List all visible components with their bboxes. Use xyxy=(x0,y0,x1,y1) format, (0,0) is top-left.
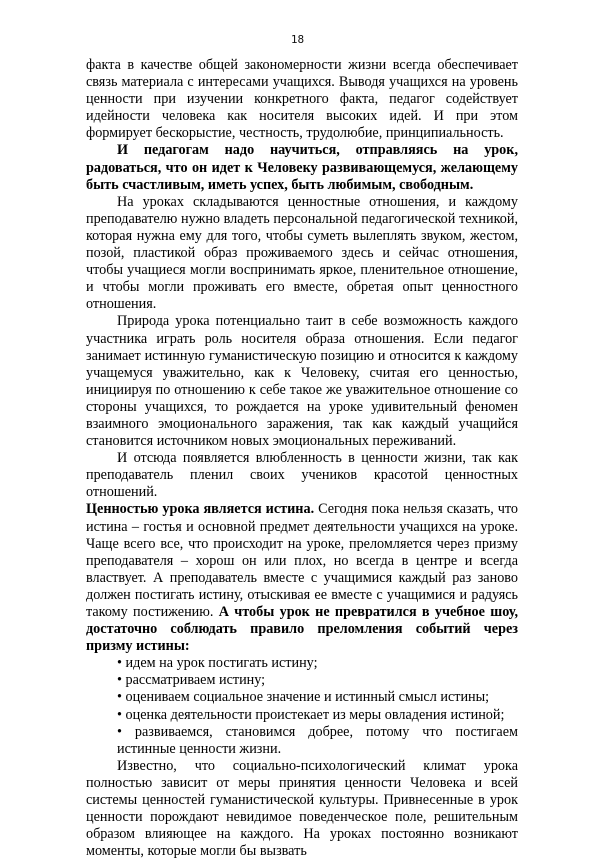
bullet-item: • идем на урок постигать истину; xyxy=(117,655,318,672)
paragraph-3: На уроках складываются ценностные отношения, и каждому преподавателю нужно владеть персональной педагогической техникой, которая нужна ему для того, чтобы суметь вылеплять звуком, жестом, позой, пластикой образ проживаемого здесь и сейчас отношения, чтобы учащиеся могли воспринимать яркое, пленительное отношение, и чтобы могли проживать его вместе, обретая опыт ценностного отношения. xyxy=(86,193,518,313)
document-body xyxy=(86,57,518,860)
paragraph-2: И педагогам надо научиться, отправляясь на урок, радоваться, что он идет к Человеку развивающемуся, желающему быть счастливым, иметь успех, быть любимым, свободным. xyxy=(86,142,518,193)
bullet-item: • рассматриваем истину; xyxy=(117,672,266,689)
paragraph-1: факта в качестве общей закономерности жизни всегда обеспечивает связь материала с интересами учащихся. Выводя учащихся на уровень ценности при изучении конкретного факта, педагог содействует идейности человека как носителя высоких идей. И при этом формирует бескорыстие, честность, трудолюбие, принципиальность. xyxy=(86,57,518,142)
bullet-list xyxy=(86,655,518,758)
paragraph-6 xyxy=(86,501,518,655)
bullet-item: • развиваемся, становимся добрее, потому что постигаем истинные ценности жизни. xyxy=(117,723,518,757)
paragraph-6-text: Сегодня пока нельзя сказать, что истина – гостья и основной предмет деятельности учащихся на уроке. Чаще всего все, что происходит на уроке, преломляется через призму преподавателя – хорош он или плох, но всегда в центре и всегда властвует. А преподаватель вместе с учащимися каждый раз заново должен постигать истину, отыскивая ее вместе с учащимися и радуясь такому постижению. xyxy=(86,501,518,620)
paragraph-4: Природа урока потенциально таит в себе возможность каждого участника играть роль носителя образа отношения. Если педагог занимает истинную гуманистическую позицию и относится к каждому учащемуся уважительно, как к Человеку, считая его ценностью, инициируя по отношению к себе такое же уважительное отношение со стороны учащихся, то рождается на уроке удивительный феномен взаимного эмоционального заражения, так как каждый учащийся становится источником новых эмоциональных переживаний. xyxy=(86,313,518,450)
bullet-item: • оценка деятельности проистекает из меры овладения истиной; xyxy=(117,706,505,723)
paragraph-6-bold-start: Ценностью урока является истина. xyxy=(86,501,315,518)
paragraph-6-bold-end: А чтобы урок не превратился в учебное шоу, достаточно соблюдать правило преломления событий через призму истины: xyxy=(86,604,518,655)
page-number: 18 xyxy=(290,33,305,46)
paragraph-5: И отсюда появляется влюбленность в ценности жизни, так как преподаватель пленил своих учеников красотой ценностных отношений. xyxy=(86,450,518,501)
paragraph-7: Известно, что социально-психологический климат урока полностью зависит от меры принятия ценности Человека и всей системы ценностей гуманистической культуры. Привнесенные в урок ценности порождают невидимое поведенческое поле, решительным образом влияющее на каждого. На уроках постоянно возникают моменты, которые могли бы вызвать xyxy=(86,757,518,860)
bullet-item: • оцениваем социальное значение и истинный смысл истины; xyxy=(117,689,490,706)
